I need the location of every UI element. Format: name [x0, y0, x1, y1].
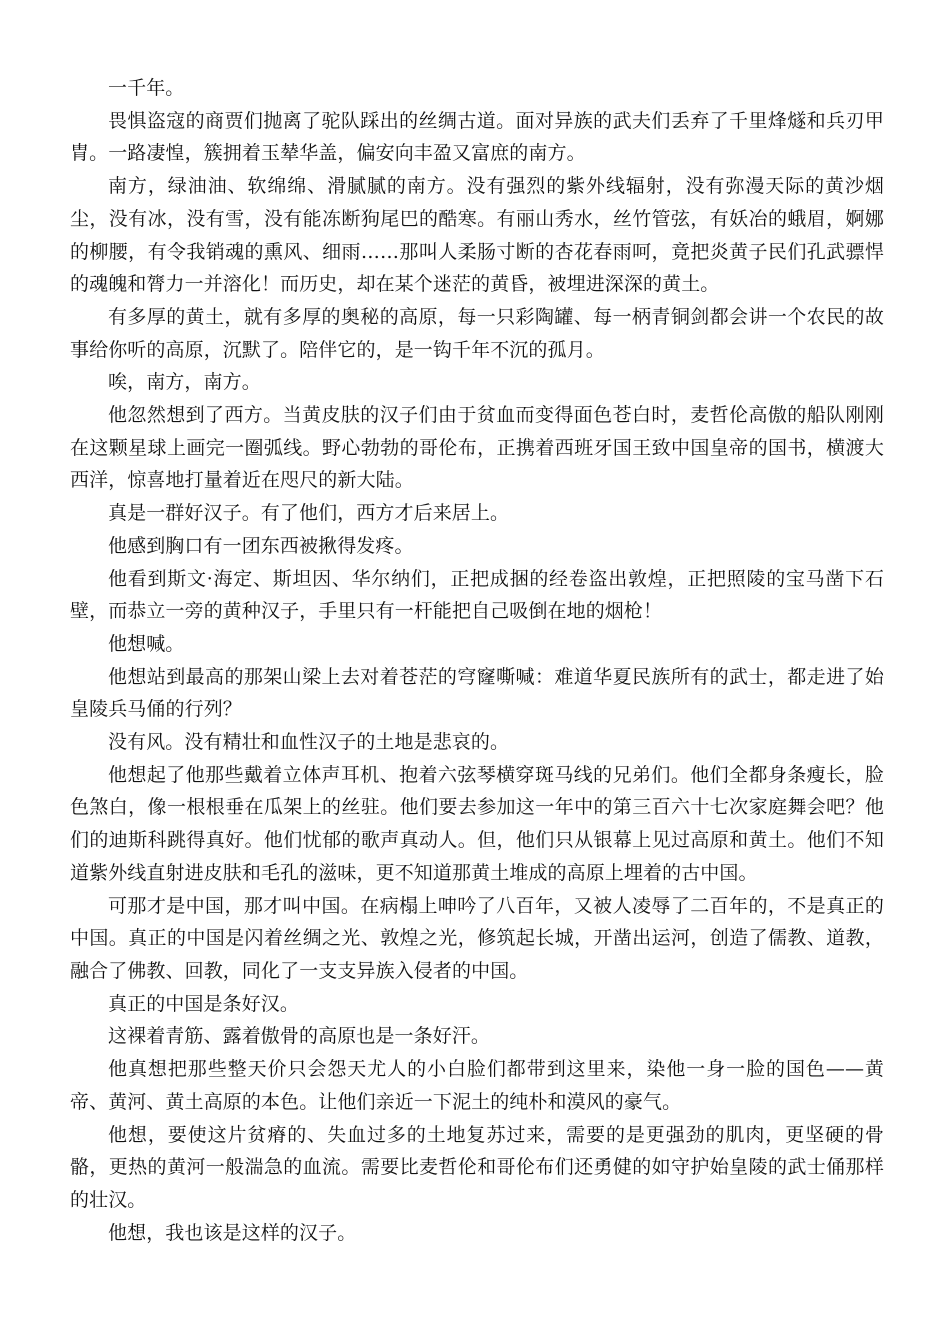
paragraph-10: 他想喊。	[108, 632, 185, 655]
paragraph-2: 畏惧盗寇的商贾们抛离了驼队踩出的丝绸古道。面对异族的武夫们丢弃了千里烽燧和兵刃甲胄。一路凄惶，簇拥着玉辇华盖，偏安向丰盈又富庶的南方。	[70, 109, 884, 165]
paragraph-3: 南方，绿油油、软绵绵、滑腻腻的南方。没有强烈的紫外线辐射，没有弥漫天际的黄沙烟尘，没有冰，没有雪，没有能冻断狗尾巴的酷寒。有丽山秀水，丝竹管弦，有妖冶的蛾眉，婀娜的柳腰，有令我销魂的熏风、细雨……那叫人柔肠寸断的杏花春雨呵，竟把炎黄子民们孔武骠悍的魂魄和膂力一并溶化！而历史，却在某个迷茫的黄昏，被埋进深深的黄土。	[70, 175, 884, 296]
paragraph-9: 他看到斯文·海定、斯坦因、华尔纳们，正把成捆的经卷盗出敦煌，正把照陵的宝马凿下石壁，而恭立一旁的黄种汉子，手里只有一杆能把自己吸倒在地的烟枪！	[70, 567, 884, 623]
paragraph-15: 真正的中国是条好汉。	[108, 992, 300, 1015]
paragraph-11: 他想站到最高的那架山梁上去对着苍茫的穹窿嘶喊：难道华夏民族所有的武士，都走进了始皇陵兵马俑的行列？	[70, 665, 884, 721]
document-body	[70, 72, 884, 1249]
paragraph-16: 这裸着青筋、露着傲骨的高原也是一条好汗。	[108, 1025, 491, 1048]
paragraph-13: 他想起了他那些戴着立体声耳机、抱着六弦琴横穿斑马线的兄弟们。他们全都身条瘦长，脸色煞白，像一根根垂在瓜架上的丝驻。他们要去参加这一年中的第三百六十七次家庭舞会吧？他们的迪斯科跳得真好。他们忧郁的歌声真动人。但，他们只从银幕上见过高原和黄土。他们不知道紫外线直射进皮肤和毛孔的滋味，更不知道那黄土堆成的高原上埋着的古中国。	[70, 763, 884, 884]
paragraph-19: 他想，我也该是这样的汉子。	[108, 1221, 357, 1244]
paragraph-8: 他感到胸口有一团东西被揪得发疼。	[108, 534, 414, 557]
paragraph-4: 有多厚的黄土，就有多厚的奥秘的高原，每一只彩陶罐、每一柄青铜剑都会讲一个农民的故事给你听的高原，沉默了。陪伴它的，是一钩千年不沉的孤月。	[70, 305, 884, 361]
paragraph-17: 他真想把那些整天价只会怨天尤人的小白脸们都带到这里来，染他一身一脸的国色——黄帝、黄河、黄土高原的本色。让他们亲近一下泥土的纯朴和漠风的豪气。	[70, 1058, 884, 1113]
paragraph-5: 唉，南方，南方。	[108, 371, 261, 394]
paragraph-7: 真是一群好汉子。有了他们，西方才后来居上。	[108, 502, 510, 525]
paragraph-14: 可那才是中国，那才叫中国。在病榻上呻吟了八百年，又被人凌辱了二百年的，不是真正的中国。真正的中国是闪着丝绸之光、敦煌之光，修筑起长城，开凿出运河，创造了儒教、道教，融合了佛教、回教，同化了一支支异族入侵者的中国。	[70, 894, 884, 982]
paragraph-12: 没有风。没有精壮和血性汉子的土地是悲哀的。	[108, 731, 510, 754]
paragraph-18: 他想，要使这片贫瘠的、失血过多的土地复苏过来，需要的是更强劲的肌肉，更坚硬的骨骼，更热的黄河一般湍急的血流。需要比麦哲伦和哥伦布们还勇健的如守护始皇陵的武士俑那样的壮汉。	[70, 1123, 884, 1211]
paragraph-6: 他忽然想到了西方。当黄皮肤的汉子们由于贫血而变得面色苍白时，麦哲伦高傲的船队刚刚在这颗星球上画完一圈弧线。野心勃勃的哥伦布，正携着西班牙国王致中国皇帝的国书，横渡大西洋，惊喜地打量着近在咫尺的新大陆。	[70, 404, 884, 492]
paragraph-1: 一千年。	[108, 77, 185, 99]
